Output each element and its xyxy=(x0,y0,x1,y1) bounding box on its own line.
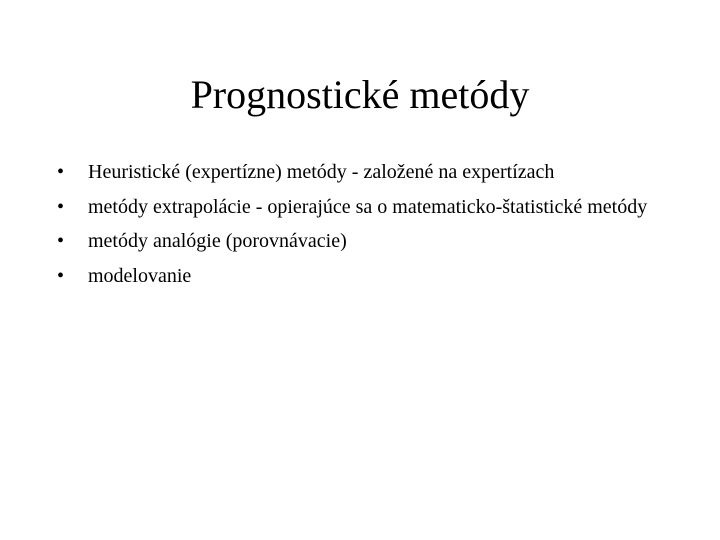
bullet-marker: • xyxy=(57,230,65,252)
bullet-marker: • xyxy=(57,264,65,287)
bullet-text: metódy analógie (porovnávacie) xyxy=(88,230,347,252)
bullet-item-analogy xyxy=(57,230,677,254)
bullet-text: metódy extrapolácie - opierajúce sa o matematicko-štatistické metódy xyxy=(88,195,648,218)
bullet-item-extrapolation xyxy=(57,196,677,220)
bullet-text: modelovanie xyxy=(88,264,192,287)
bullet-marker: • xyxy=(57,195,65,218)
bullet-marker: • xyxy=(57,161,65,183)
bullet-list xyxy=(57,161,677,288)
bullet-item-modeling xyxy=(57,265,677,289)
bullet-item-heuristic xyxy=(57,161,677,185)
bullet-text: Heuristické (expertízne) metódy - založené na expertízach xyxy=(88,161,555,183)
slide-title: Prognostické metódy xyxy=(190,72,530,117)
